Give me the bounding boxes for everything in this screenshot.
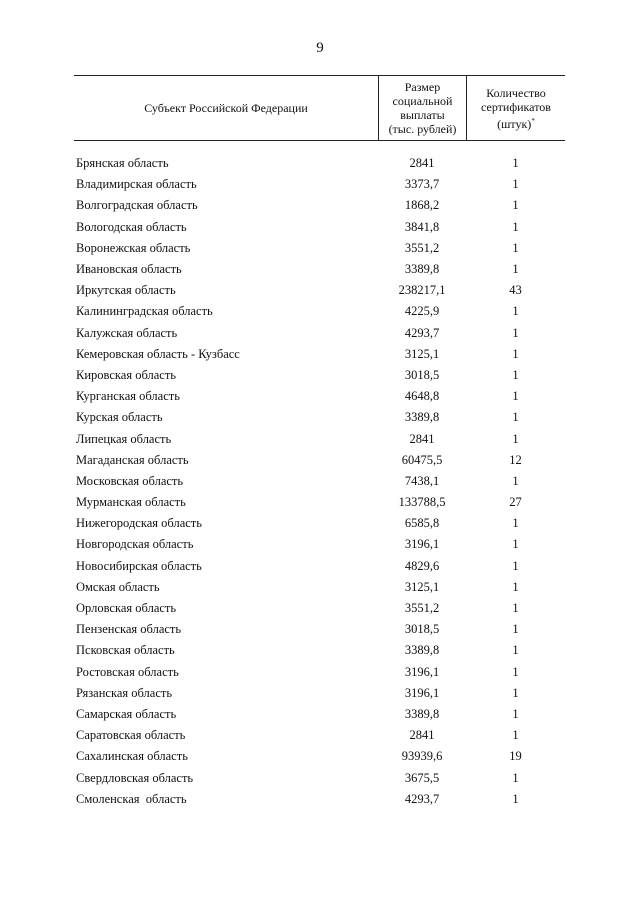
subject-cell: Волгоградская область (76, 198, 198, 213)
amount-cell: 3389,8 (404, 706, 440, 721)
table-row (74, 174, 565, 195)
count-cell: 19 (509, 749, 522, 764)
subject-cell: Новосибирская область (76, 558, 202, 573)
amount-cell: 3841,8 (404, 219, 440, 234)
footnote-marker: * (531, 116, 535, 125)
subject-cell: Владимирская область (76, 177, 197, 192)
table-row (74, 428, 565, 449)
amount-cell: 2841 (409, 431, 435, 446)
amount-cell: 3196,1 (404, 664, 440, 679)
count-cell: 1 (512, 558, 519, 573)
amount-cell: 60475,5 (401, 452, 443, 467)
subject-cell: Кемеровская область - Кузбасс (76, 346, 240, 361)
count-cell: 1 (512, 516, 519, 531)
count-cell: 1 (512, 219, 519, 234)
amount-cell: 3675,5 (404, 770, 440, 785)
subject-cell: Кировская область (76, 367, 177, 382)
table-row (74, 662, 565, 683)
table-row (74, 195, 565, 216)
amount-cell: 3389,8 (404, 410, 440, 425)
subject-cell: Орловская область (76, 601, 177, 616)
subject-cell: Самарская область (76, 706, 177, 721)
amount-cell: 4293,7 (404, 791, 440, 806)
table-row (74, 513, 565, 534)
count-cell: 1 (512, 728, 519, 743)
table-row (74, 577, 565, 598)
header-count-line: сертификатов (481, 99, 551, 114)
count-cell: 1 (512, 622, 519, 637)
table-header (74, 75, 565, 141)
subject-cell: Мурманская область (76, 495, 186, 510)
table-row (74, 619, 565, 640)
header-amount-line: Размер (404, 80, 441, 94)
table-row (74, 344, 565, 365)
count-cell: 1 (512, 389, 519, 404)
table-row (74, 386, 565, 407)
subject-cell: Омская область (76, 579, 160, 594)
subject-cell: Ивановская область (76, 262, 182, 277)
count-cell: 1 (512, 367, 519, 382)
header-count-line: (штук)* (497, 116, 535, 131)
count-cell: 1 (512, 579, 519, 594)
header-amount-line: выплаты (400, 108, 445, 122)
header-count-line: Количество (486, 85, 546, 100)
subject-cell: Рязанская область (76, 685, 173, 700)
table-row (74, 704, 565, 725)
table-row (74, 280, 565, 301)
count-cell: 1 (512, 262, 519, 277)
table-row (74, 238, 565, 259)
amount-cell: 3018,5 (404, 367, 440, 382)
amount-cell: 3196,1 (404, 537, 440, 552)
count-cell: 1 (512, 346, 519, 361)
count-cell: 1 (512, 240, 519, 255)
subject-cell: Ростовская область (76, 664, 179, 679)
header-count (466, 76, 565, 140)
count-cell: 1 (512, 431, 519, 446)
header-amount-line: (тыс. рублей) (388, 122, 457, 136)
amount-cell: 3125,1 (404, 346, 440, 361)
count-cell: 1 (512, 601, 519, 616)
amount-cell: 4225,9 (404, 304, 440, 319)
table-row (74, 556, 565, 577)
count-cell: 1 (512, 537, 519, 552)
subject-cell: Московская область (76, 473, 184, 488)
subject-cell: Смоленская область (76, 791, 187, 806)
count-cell: 1 (512, 664, 519, 679)
amount-cell: 3389,8 (404, 643, 440, 658)
amount-cell: 6585,8 (404, 516, 440, 531)
amount-cell: 93939,6 (401, 749, 443, 764)
table-row (74, 767, 565, 788)
subject-cell: Вологодская область (76, 219, 187, 234)
table-body (74, 153, 565, 810)
subject-cell: Калининградская область (76, 304, 213, 319)
table-row (74, 492, 565, 513)
amount-cell: 2841 (409, 728, 435, 743)
count-cell: 1 (512, 325, 519, 340)
count-cell: 27 (509, 495, 522, 510)
header-amount-line: социальной (392, 94, 453, 108)
table-row (74, 598, 565, 619)
subject-cell: Воронежская область (76, 240, 191, 255)
table-row (74, 365, 565, 386)
header-subject: Субъект Российской Федерации (144, 101, 308, 115)
table-row (74, 725, 565, 746)
amount-cell: 7438,1 (404, 473, 440, 488)
table-row (74, 683, 565, 704)
subject-cell: Сахалинская область (76, 749, 188, 764)
count-cell: 1 (512, 685, 519, 700)
amount-cell: 3018,5 (404, 622, 440, 637)
amount-cell: 4293,7 (404, 325, 440, 340)
amount-cell: 2841 (409, 156, 435, 171)
subject-cell: Курганская область (76, 389, 180, 404)
count-cell: 1 (512, 198, 519, 213)
amount-cell: 238217,1 (398, 283, 446, 298)
subject-cell: Курская область (76, 410, 163, 425)
table-row (74, 450, 565, 471)
table-row (74, 789, 565, 810)
subject-cell: Нижегородская область (76, 516, 202, 531)
amount-cell: 133788,5 (398, 495, 446, 510)
table-row (74, 217, 565, 238)
subject-cell: Свердловская область (76, 770, 194, 785)
amount-cell: 4648,8 (404, 389, 440, 404)
table-row (74, 640, 565, 661)
subject-cell: Новгородская область (76, 537, 194, 552)
count-cell: 1 (512, 643, 519, 658)
amount-cell: 3551,2 (404, 240, 440, 255)
count-cell: 1 (512, 410, 519, 425)
amount-cell: 3373,7 (404, 177, 440, 192)
subject-cell: Магаданская область (76, 452, 189, 467)
count-cell: 1 (512, 791, 519, 806)
amount-cell: 3389,8 (404, 262, 440, 277)
table-row (74, 746, 565, 767)
subject-cell: Калужская область (76, 325, 178, 340)
table-row (74, 323, 565, 344)
subject-cell: Липецкая область (76, 431, 172, 446)
subject-cell: Иркутская область (76, 283, 176, 298)
amount-cell: 1868,2 (404, 198, 440, 213)
table-row (74, 534, 565, 555)
count-cell: 12 (509, 452, 522, 467)
subject-cell: Саратовская область (76, 728, 186, 743)
count-cell: 1 (512, 770, 519, 785)
subject-cell: Пензенская область (76, 622, 182, 637)
count-cell: 1 (512, 706, 519, 721)
count-cell: 1 (512, 304, 519, 319)
table-row (74, 153, 565, 174)
amount-cell: 4829,6 (404, 558, 440, 573)
count-cell: 1 (512, 177, 519, 192)
count-cell: 1 (512, 473, 519, 488)
subject-cell: Псковская область (76, 643, 175, 658)
table-row (74, 259, 565, 280)
amount-cell: 3196,1 (404, 685, 440, 700)
count-cell: 43 (509, 283, 522, 298)
subject-cell: Брянская область (76, 156, 169, 171)
table-row (74, 407, 565, 428)
page-number: 9 (316, 40, 324, 56)
amount-cell: 3551,2 (404, 601, 440, 616)
table-row (74, 301, 565, 322)
amount-cell: 3125,1 (404, 579, 440, 594)
header-amount (378, 76, 466, 140)
table-row (74, 471, 565, 492)
subsidy-table (74, 75, 565, 810)
count-cell: 1 (512, 156, 519, 171)
